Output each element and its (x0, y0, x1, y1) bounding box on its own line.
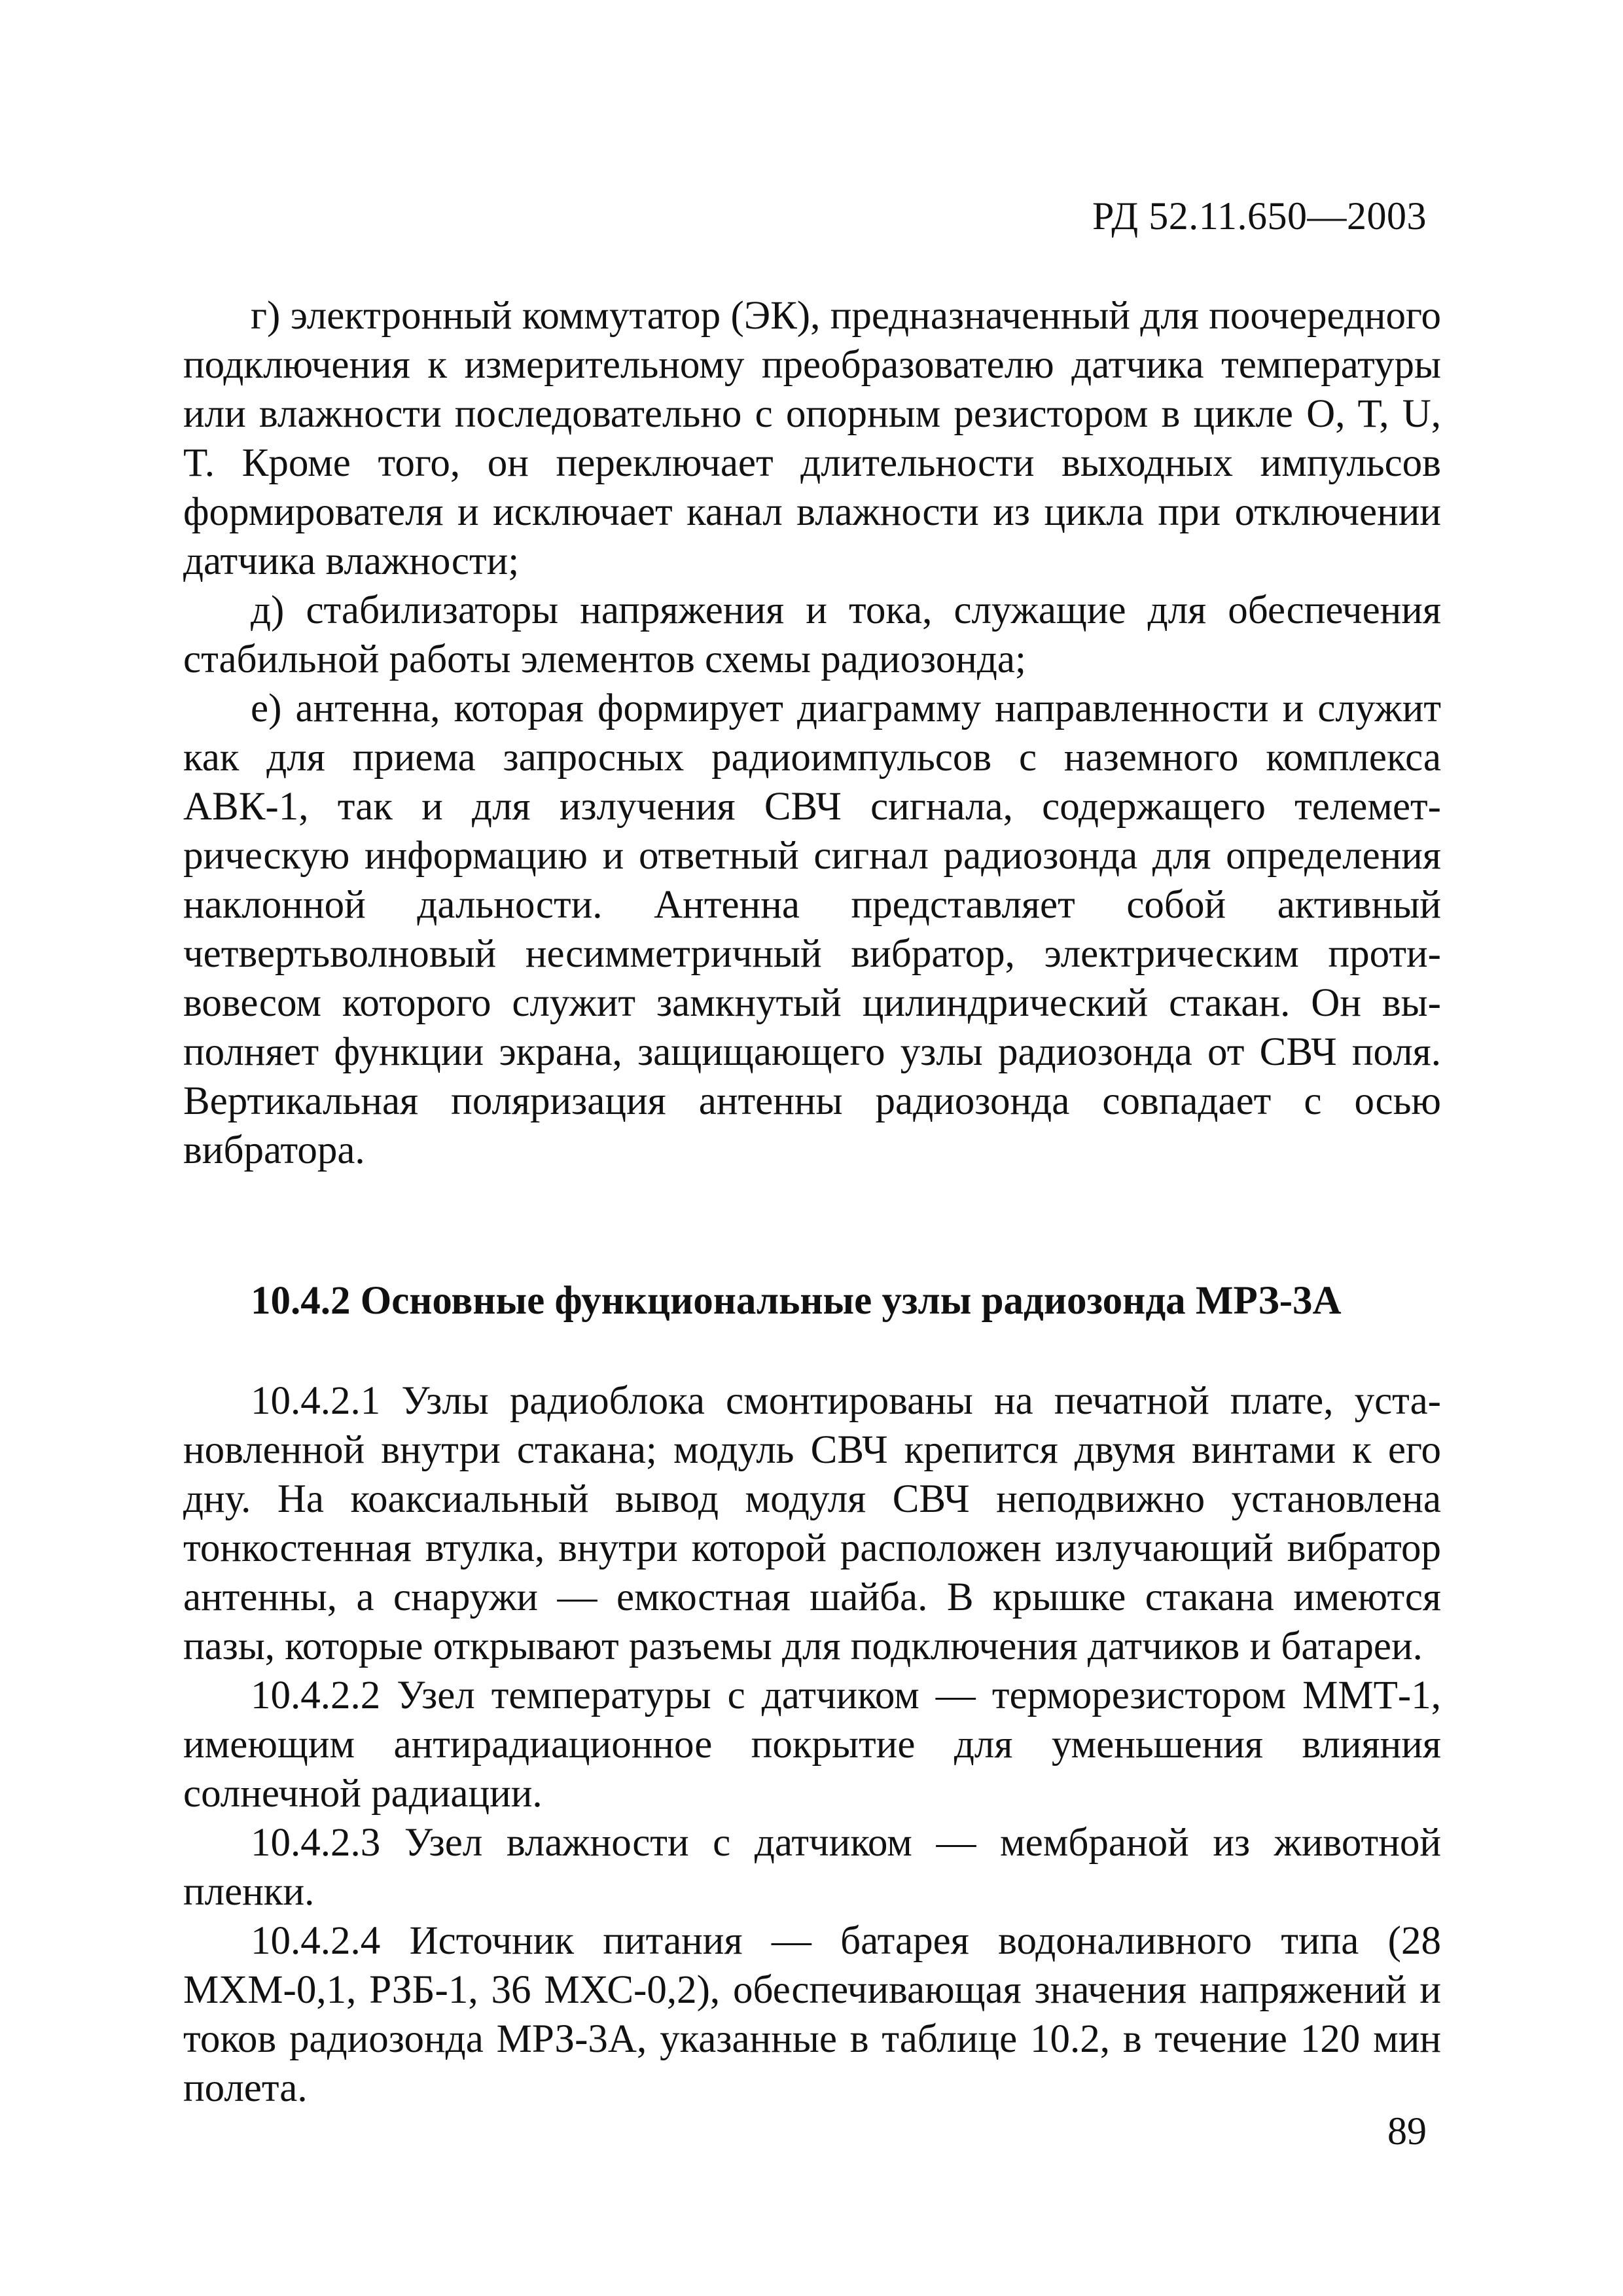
section-spacer (183, 1175, 1441, 1276)
paragraph-item-g: г) электронный коммутатор (ЭК), предназначенный для поочередного подключения к измерительному преобразователю датчика температуры или влажности последовательно с опорным резистором в цикле O, T, U, T. Кроме того, он переключает длительности выходных импульсов формирователя и исключает канал влажности из цикла при отключении датчика влажности; (183, 294, 1441, 583)
page-body (183, 291, 1441, 2113)
paragraph-10-4-2-1: 10.4.2.1 Узлы радиоблока смонтированы на печатной плате, установленной внутри стакана; модуль СВЧ крепится двумя винтами к его дну. На коаксиальный вывод модуля СВЧ неподвижно установлена тонкостенная втулка, внутри которой расположен излучающий вибратор антенны, а снаружи — емкостная шайба. В крышке стакана имеются пазы, которые открывают разъемы для подключения датчиков и батареи. (183, 1379, 1441, 1668)
paragraph-item-d: д) стабилизаторы напряжения и тока, служащие для обеспечения стабильной работы элементов схемы радиозонда; (183, 588, 1441, 681)
page-number: 89 (1387, 2109, 1427, 2153)
paragraph-10-4-2-4: 10.4.2.4 Источник питания — батарея водоналивного типа (28 МХМ-0,1, РЗБ-1, 36 МХС-0,2), обеспечивающая значения напряжений и токов радиозонда МРЗ-3А, указанные в таблице 10.2, в течение 120 мин полета. (183, 1919, 1441, 2110)
section-heading: 10.4.2 Основные функциональные узлы радиозонда МРЗ-3А (251, 1279, 1342, 1323)
document-code-header: РД 52.11.650—2003 (1092, 194, 1427, 238)
heading-spacer (183, 1325, 1441, 1376)
paragraph-10-4-2-2: 10.4.2.2 Узел температуры с датчиком — терморезистором ММТ-1, имеющим антирадиационное покрытие для уменьшения влияния солнечной радиации. (183, 1674, 1441, 1816)
paragraph-10-4-2-3: 10.4.2.3 Узел влажности с датчиком — мембраной из животной пленки. (183, 1821, 1441, 1914)
paragraph-item-e: е) антенна, которая формирует диаграмму направленности и служит как для приема запросных радиоимпульсов с наземного комплекса АВК-1, так и для излучения СВЧ сигнала, содержащего телеметрическую информацию и ответный сигнал радиозонда для определения наклонной дальности. Антенна представляет собой активный четвертьволновый несимметричный вибратор, электрическим противовесом которого служит замкнутый цилиндрический стакан. Он выполняет функции экрана, защищающего узлы радиозонда от СВЧ поля. Вертикальная поляризация антенны радиозонда совпадает с осью вибратора. (183, 687, 1441, 1172)
